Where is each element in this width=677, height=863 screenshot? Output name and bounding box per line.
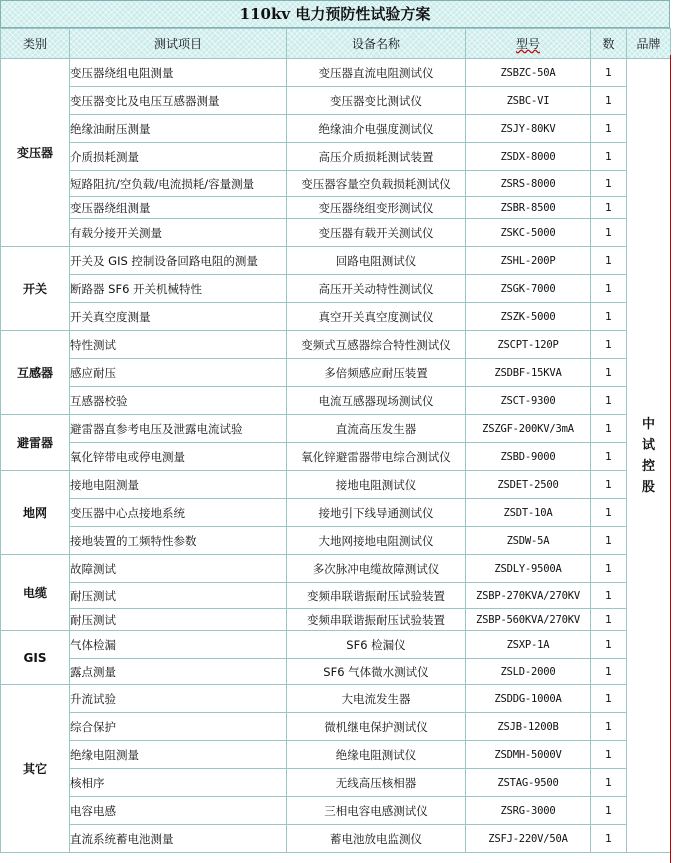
model-cell: ZSDMH-5000V [466, 741, 591, 769]
count-cell: 1 [591, 825, 627, 853]
page-title: 110kv 电力预防性试验方案 [0, 0, 670, 28]
count-cell: 1 [591, 741, 627, 769]
table-row [1, 387, 671, 415]
model-cell: ZSDX-8000 [466, 143, 591, 171]
count-cell: 1 [591, 713, 627, 741]
item-cell: 变压器变比及电压互感器测量 [70, 87, 287, 115]
item-cell: 接地装置的工频特性参数 [70, 527, 287, 555]
test-plan-table [0, 28, 671, 853]
device-cell: 微机继电保护测试仪 [287, 713, 466, 741]
table-row [1, 769, 671, 797]
table-row [1, 499, 671, 527]
model-cell: ZSDET-2500 [466, 471, 591, 499]
header-device: 设备名称 [287, 29, 466, 59]
table-row [1, 631, 671, 659]
device-cell: 真空开关真空度测试仪 [287, 303, 466, 331]
count-cell: 1 [591, 499, 627, 527]
table-row [1, 659, 671, 685]
category-cell: 电缆 [1, 555, 70, 631]
device-cell: 直流高压发生器 [287, 415, 466, 443]
table-row [1, 247, 671, 275]
model-cell: ZSBR-8500 [466, 197, 591, 219]
red-edge-line [670, 55, 673, 863]
device-cell: 三相电容电感测试仪 [287, 797, 466, 825]
header-count: 数 [591, 29, 627, 59]
table-row [1, 115, 671, 143]
device-cell: 变压器绕组变形测试仪 [287, 197, 466, 219]
count-cell: 1 [591, 583, 627, 609]
brand-text: 中 试 控 股 [641, 416, 655, 495]
category-cell: 地网 [1, 471, 70, 555]
table-row [1, 583, 671, 609]
brand-cell [627, 59, 671, 853]
count-cell: 1 [591, 87, 627, 115]
device-cell: 变压器变比测试仪 [287, 87, 466, 115]
item-cell: 介质损耗测量 [70, 143, 287, 171]
count-cell: 1 [591, 143, 627, 171]
device-cell: 变压器容量空负载损耗测试仪 [287, 171, 466, 197]
model-cell: ZSHL-200P [466, 247, 591, 275]
count-cell: 1 [591, 555, 627, 583]
item-cell: 耐压测试 [70, 609, 287, 631]
device-cell: 氧化锌避雷器带电综合测试仪 [287, 443, 466, 471]
count-cell: 1 [591, 115, 627, 143]
device-cell: 变频式互感器综合特性测试仪 [287, 331, 466, 359]
model-cell: ZSBD-9000 [466, 443, 591, 471]
category-cell: 其它 [1, 685, 70, 853]
model-cell: ZSRS-8000 [466, 171, 591, 197]
category-cell: 避雷器 [1, 415, 70, 471]
category-cell: 开关 [1, 247, 70, 331]
device-cell: 无线高压核相器 [287, 769, 466, 797]
table-row [1, 275, 671, 303]
device-cell: 高压介质损耗测试装置 [287, 143, 466, 171]
item-cell: 特性测试 [70, 331, 287, 359]
item-cell: 耐压测试 [70, 583, 287, 609]
model-cell: ZSKC-5000 [466, 219, 591, 247]
table-row [1, 197, 671, 219]
model-cell: ZSFJ-220V/50A [466, 825, 591, 853]
count-cell: 1 [591, 197, 627, 219]
count-cell: 1 [591, 331, 627, 359]
item-cell: 电容电感 [70, 797, 287, 825]
item-cell: 短路阻抗/空负载/电流损耗/容量测量 [70, 171, 287, 197]
count-cell: 1 [591, 415, 627, 443]
header-model: 型号 [466, 29, 591, 59]
category-cell: GIS [1, 631, 70, 685]
device-cell: 多倍频感应耐压装置 [287, 359, 466, 387]
count-cell: 1 [591, 219, 627, 247]
device-cell: 电流互感器现场测试仪 [287, 387, 466, 415]
count-cell: 1 [591, 659, 627, 685]
count-cell: 1 [591, 443, 627, 471]
model-cell: ZSTAG-9500 [466, 769, 591, 797]
device-cell: 接地电阻测试仪 [287, 471, 466, 499]
item-cell: 开关及 GIS 控制设备回路电阻的测量 [70, 247, 287, 275]
table-row [1, 219, 671, 247]
table-row [1, 415, 671, 443]
item-cell: 接地电阻测量 [70, 471, 287, 499]
table-row [1, 471, 671, 499]
model-cell: ZSDLY-9500A [466, 555, 591, 583]
category-cell: 互感器 [1, 331, 70, 415]
model-cell: ZSDW-5A [466, 527, 591, 555]
item-cell: 有载分接开关测量 [70, 219, 287, 247]
model-cell: ZSZGF-200KV/3mA [466, 415, 591, 443]
device-cell: 绝缘油介电强度测试仪 [287, 115, 466, 143]
count-cell: 1 [591, 527, 627, 555]
count-cell: 1 [591, 171, 627, 197]
model-cell: ZSDDG-1000A [466, 685, 591, 713]
device-cell: 多次脉冲电缆故障测试仪 [287, 555, 466, 583]
device-cell: 回路电阻测试仪 [287, 247, 466, 275]
model-cell: ZSDT-10A [466, 499, 591, 527]
count-cell: 1 [591, 59, 627, 87]
item-cell: 直流系统蓄电池测量 [70, 825, 287, 853]
item-cell: 互感器校验 [70, 387, 287, 415]
item-cell: 变压器绕组电阻测量 [70, 59, 287, 87]
header-category: 类别 [1, 29, 70, 59]
model-cell: ZSJY-80KV [466, 115, 591, 143]
device-cell: 变频串联谐振耐压试验装置 [287, 583, 466, 609]
item-cell: 气体检漏 [70, 631, 287, 659]
table-row [1, 527, 671, 555]
table-row [1, 331, 671, 359]
item-cell: 变压器绕组测量 [70, 197, 287, 219]
model-cell: ZSBP-560KVA/270KV [466, 609, 591, 631]
table-row [1, 443, 671, 471]
count-cell: 1 [591, 303, 627, 331]
device-cell: 大电流发生器 [287, 685, 466, 713]
device-cell: 高压开关动特性测试仪 [287, 275, 466, 303]
count-cell: 1 [591, 609, 627, 631]
item-cell: 升流试验 [70, 685, 287, 713]
table-row [1, 359, 671, 387]
item-cell: 感应耐压 [70, 359, 287, 387]
item-cell: 综合保护 [70, 713, 287, 741]
count-cell: 1 [591, 797, 627, 825]
model-cell: ZSBP-270KVA/270KV [466, 583, 591, 609]
table-row [1, 171, 671, 197]
device-cell: SF6 检漏仪 [287, 631, 466, 659]
table-row [1, 797, 671, 825]
header-brand: 品牌 [627, 29, 671, 59]
category-cell: 变压器 [1, 59, 70, 247]
item-cell: 开关真空度测量 [70, 303, 287, 331]
table-row [1, 609, 671, 631]
count-cell: 1 [591, 387, 627, 415]
count-cell: 1 [591, 685, 627, 713]
item-cell: 断路器 SF6 开关机械特性 [70, 275, 287, 303]
model-cell: ZSDBF-15KVA [466, 359, 591, 387]
model-cell: ZSCT-9300 [466, 387, 591, 415]
model-cell: ZSGK-7000 [466, 275, 591, 303]
count-cell: 1 [591, 471, 627, 499]
table-row [1, 713, 671, 741]
item-cell: 绝缘油耐压测量 [70, 115, 287, 143]
model-cell: ZSXP-1A [466, 631, 591, 659]
model-cell: ZSLD-2000 [466, 659, 591, 685]
table-row [1, 87, 671, 115]
count-cell: 1 [591, 359, 627, 387]
table-row [1, 303, 671, 331]
item-cell: 核相序 [70, 769, 287, 797]
device-cell: 绝缘电阻测试仪 [287, 741, 466, 769]
device-cell: 蓄电池放电监测仪 [287, 825, 466, 853]
table-row [1, 59, 671, 87]
header-row [1, 29, 671, 59]
device-cell: 接地引下线导通测试仪 [287, 499, 466, 527]
count-cell: 1 [591, 631, 627, 659]
device-cell: 变压器有载开关测试仪 [287, 219, 466, 247]
item-cell: 故障测试 [70, 555, 287, 583]
table-row [1, 555, 671, 583]
table-row [1, 825, 671, 853]
table-row [1, 741, 671, 769]
table-row [1, 685, 671, 713]
item-cell: 避雷器直参考电压及泄露电流试验 [70, 415, 287, 443]
model-cell: ZSBC-VI [466, 87, 591, 115]
item-cell: 氧化锌带电或停电测量 [70, 443, 287, 471]
item-cell: 变压器中心点接地系统 [70, 499, 287, 527]
device-cell: SF6 气体微水测试仪 [287, 659, 466, 685]
device-cell: 变频串联谐振耐压试验装置 [287, 609, 466, 631]
model-cell: ZSCPT-120P [466, 331, 591, 359]
count-cell: 1 [591, 275, 627, 303]
model-cell: ZSJB-1200B [466, 713, 591, 741]
device-cell: 大地网接地电阻测试仪 [287, 527, 466, 555]
count-cell: 1 [591, 247, 627, 275]
table-row [1, 143, 671, 171]
count-cell: 1 [591, 769, 627, 797]
model-cell: ZSRG-3000 [466, 797, 591, 825]
table-body [1, 59, 671, 853]
header-item: 测试项目 [70, 29, 287, 59]
model-cell: ZSBZC-50A [466, 59, 591, 87]
device-cell: 变压器直流电阻测试仪 [287, 59, 466, 87]
model-cell: ZSZK-5000 [466, 303, 591, 331]
item-cell: 露点测量 [70, 659, 287, 685]
item-cell: 绝缘电阻测量 [70, 741, 287, 769]
